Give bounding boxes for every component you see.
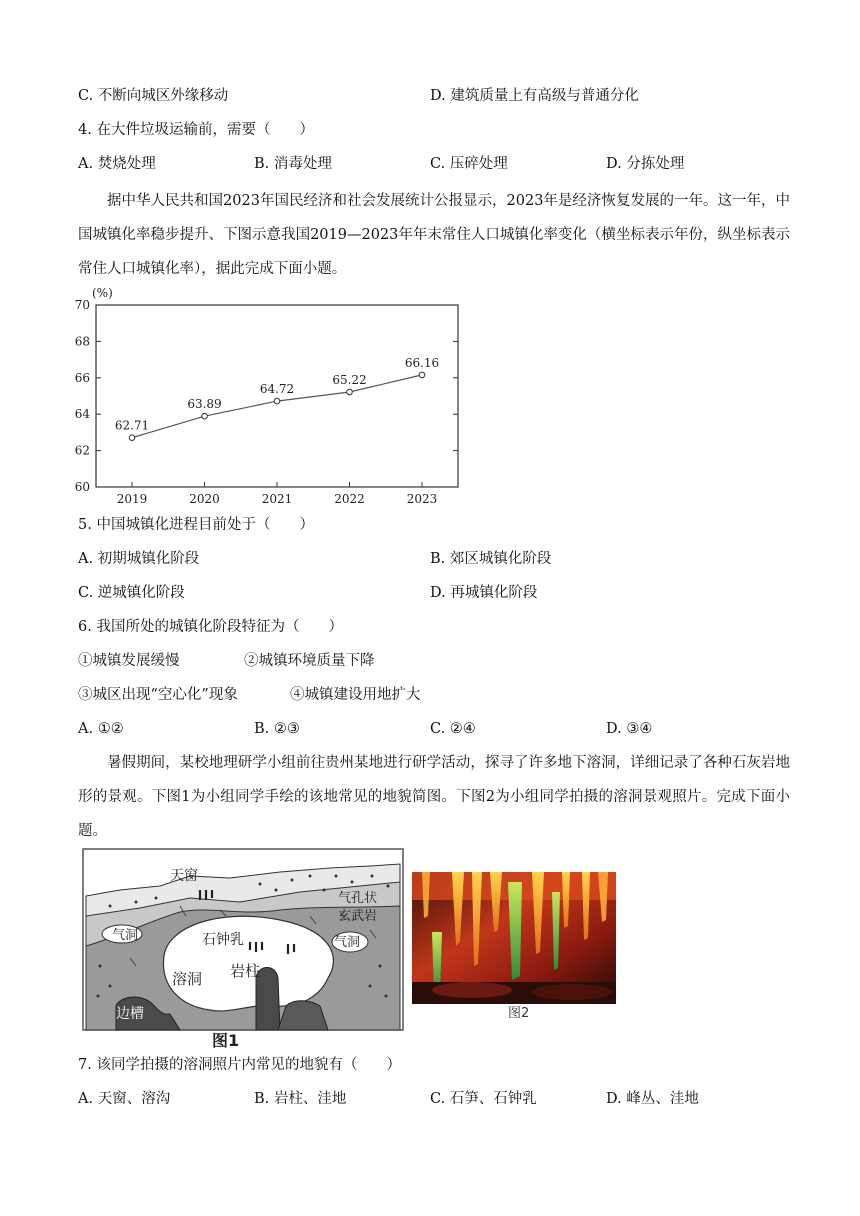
y-tick-label: 68 bbox=[74, 334, 90, 349]
q3-option-d[interactable]: D. 建筑质量上有高级与普通分化 bbox=[430, 88, 639, 104]
data-point bbox=[347, 389, 353, 395]
x-tick-label: 2019 bbox=[116, 492, 148, 505]
q5-option-b[interactable]: B. 郊区城镇化阶段 bbox=[430, 551, 552, 567]
data-point bbox=[129, 435, 135, 441]
q7-option-d[interactable]: D. 峰丛、洼地 bbox=[606, 1091, 699, 1107]
label-hole-left: 气洞 bbox=[112, 928, 139, 943]
x-tick-label: 2021 bbox=[261, 492, 293, 505]
x-tick-label: 2023 bbox=[406, 492, 438, 505]
figure-2-cave-photo bbox=[412, 872, 616, 1022]
q6-statement-3: ③城区出现“空心化”现象 bbox=[78, 687, 238, 703]
chart-svg bbox=[60, 280, 470, 505]
q6-statement-1: ①城镇发展缓慢 bbox=[78, 653, 180, 669]
label-basalt-1: 气孔状 bbox=[338, 891, 378, 906]
q6-option-c[interactable]: C. ②④ bbox=[430, 721, 476, 737]
label-trough: 边槽 bbox=[116, 1006, 144, 1022]
data-label: 65.22 bbox=[332, 372, 367, 387]
label-basalt-2: 玄武岩 bbox=[338, 909, 378, 924]
label-hole-right: 气洞 bbox=[334, 935, 361, 950]
urbanization-chart bbox=[60, 280, 470, 505]
x-tick-label: 2022 bbox=[334, 492, 365, 505]
figure-1-caption: 图1 bbox=[212, 1031, 240, 1050]
q4-option-b[interactable]: B. 消毒处理 bbox=[254, 156, 332, 172]
y-axis-unit-label: (%) bbox=[92, 286, 113, 300]
label-skylight: 天窗 bbox=[170, 868, 198, 884]
q7-option-b[interactable]: B. 岩柱、洼地 bbox=[254, 1091, 347, 1107]
data-point bbox=[274, 398, 280, 404]
y-tick-label: 64 bbox=[74, 407, 90, 422]
label-pillar: 岩柱 bbox=[230, 962, 261, 980]
cave-photo-svg bbox=[412, 872, 616, 1004]
cave-photo-image bbox=[412, 872, 616, 1004]
x-tick-label: 2020 bbox=[189, 492, 220, 505]
q4-option-d[interactable]: D. 分拣处理 bbox=[606, 156, 685, 172]
q6-option-d[interactable]: D. ③④ bbox=[606, 721, 653, 737]
q5-stem: 5. 中国城镇化进程目前处于（ ） bbox=[78, 517, 314, 533]
q4-stem: 4. 在大件垃圾运输前，需要（ ） bbox=[78, 122, 314, 138]
q7-stem: 7. 该同学拍摄的溶洞照片内常见的地貌有（ ） bbox=[78, 1057, 401, 1073]
passage-urbanization: 据中华人民共和国2023年国民经济和社会发展统计公报显示，2023年是经济恢复发展的一年。这一年，中国城镇化率稳步提升、下图示意我国2019—2023年年末常住人口城镇化率变化（横坐标表示年份，纵坐标表示常住人口城镇化率），据此完成下面小题。 bbox=[78, 193, 790, 277]
figure-1-karst-diagram bbox=[80, 846, 406, 1050]
q7-option-c[interactable]: C. 石笋、石钟乳 bbox=[430, 1091, 537, 1107]
figure-2-caption: 图2 bbox=[508, 1006, 530, 1021]
label-stalactite: 石钟乳 bbox=[202, 932, 244, 948]
y-tick-label: 66 bbox=[74, 370, 90, 385]
q6-option-a[interactable]: A. ①② bbox=[78, 721, 124, 737]
y-tick-label: 62 bbox=[74, 443, 90, 458]
q6-stem: 6. 我国所处的城镇化阶段特征为（ ） bbox=[78, 619, 343, 635]
q6-statement-4: ④城镇建设用地扩大 bbox=[290, 687, 421, 703]
data-point bbox=[419, 372, 425, 378]
data-label: 66.16 bbox=[404, 355, 440, 370]
q5-option-a[interactable]: A. 初期城镇化阶段 bbox=[78, 551, 200, 567]
karst-diagram-svg bbox=[80, 846, 406, 1046]
q4-option-a[interactable]: A. 焚烧处理 bbox=[78, 156, 156, 172]
y-tick-label: 70 bbox=[74, 298, 90, 312]
q4-option-c[interactable]: C. 压碎处理 bbox=[430, 156, 508, 172]
q7-option-a[interactable]: A. 天窗、溶沟 bbox=[78, 1091, 171, 1107]
data-label: 64.72 bbox=[259, 382, 295, 397]
label-cave: 溶洞 bbox=[172, 970, 203, 988]
q6-option-b[interactable]: B. ②③ bbox=[254, 721, 300, 737]
q3-option-c[interactable]: C. 不断向城区外缘移动 bbox=[78, 88, 229, 104]
q5-option-c[interactable]: C. 逆城镇化阶段 bbox=[78, 585, 185, 601]
q5-option-d[interactable]: D. 再城镇化阶段 bbox=[430, 585, 538, 601]
data-point bbox=[202, 413, 208, 419]
passage-karst: 暑假期间，某校地理研学小组前往贵州某地进行研学活动，探寻了许多地下溶洞，详细记录了各种石灰岩地形的景观。下图1为小组同学手绘的该地常见的地貌简图。下图2为小组同学拍摄的溶洞景观照片。完成下面小题。 bbox=[78, 755, 790, 839]
y-tick-label: 60 bbox=[74, 480, 90, 494]
data-label: 63.89 bbox=[187, 397, 222, 412]
q6-statement-2: ②城镇环境质量下降 bbox=[244, 653, 375, 669]
data-label: 62.71 bbox=[114, 418, 150, 433]
